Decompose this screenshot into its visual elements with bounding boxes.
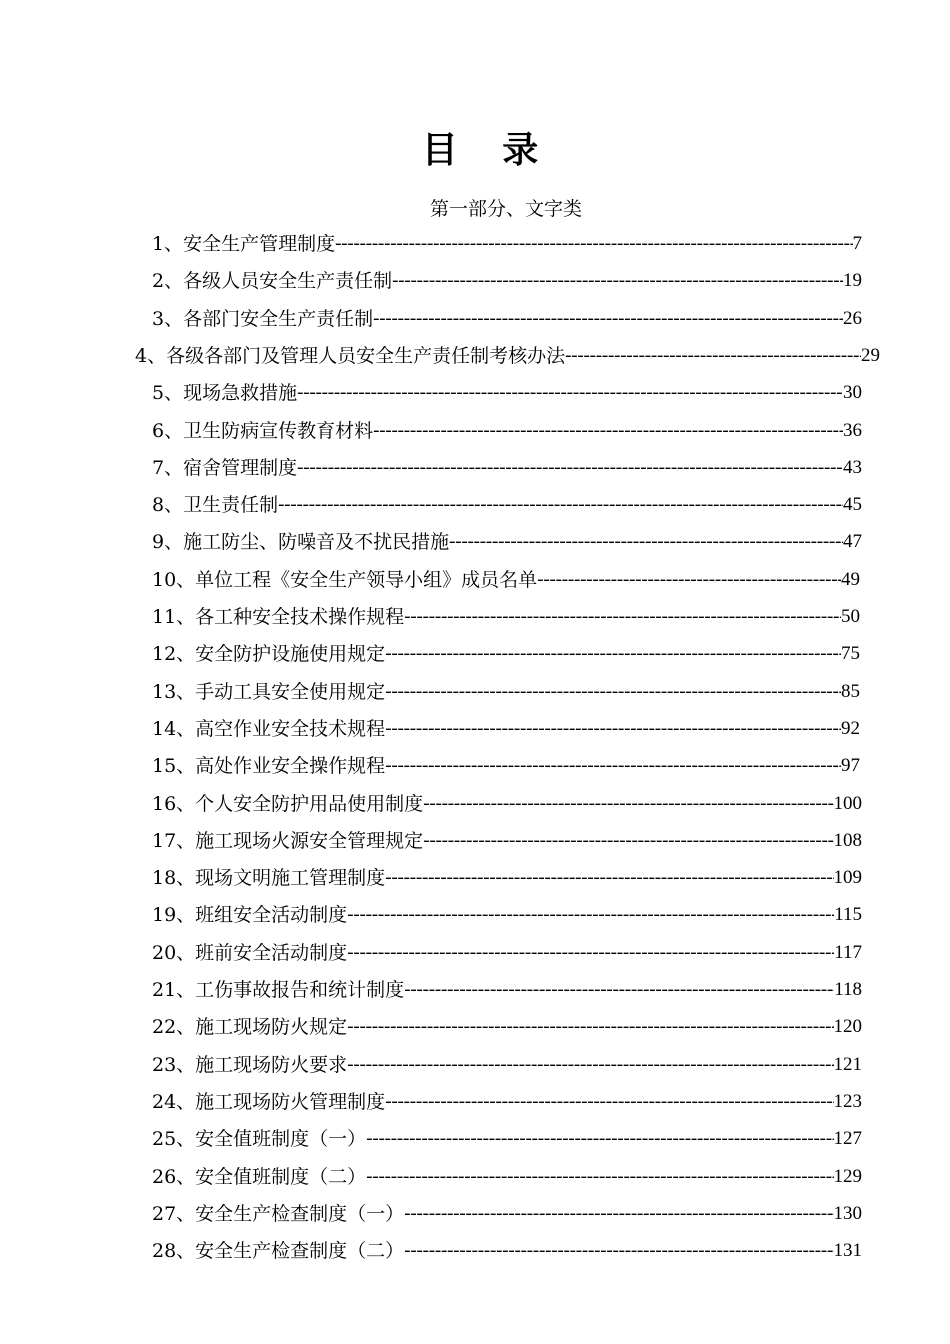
toc-entry-label: 4、各级各部门及管理人员安全生产责任制考核办法 [135, 344, 566, 367]
toc-entry-label: 24、施工现场防火管理制度 [152, 1090, 386, 1113]
toc-entry-page-number: 97 [841, 755, 860, 777]
toc-dot-leader [404, 1237, 833, 1265]
toc-entry-label: 12、安全防护设施使用规定 [152, 643, 386, 666]
toc-entry [152, 1088, 862, 1116]
toc-entry [152, 901, 862, 929]
toc-dot-leader [347, 901, 834, 929]
toc-entry-label: 23、施工现场防火要求 [152, 1053, 348, 1076]
toc-dot-leader [366, 1163, 833, 1191]
toc-entry-label: 16、个人安全防护用品使用制度 [152, 792, 424, 815]
toc-entry [152, 976, 862, 1004]
toc-entry-label: 7、宿舍管理制度 [152, 456, 298, 479]
toc-entry-page-number: 43 [843, 456, 862, 478]
toc-entry-page-number: 117 [834, 941, 862, 963]
toc-entry [152, 491, 862, 519]
toc-entry [152, 678, 860, 706]
toc-entry [152, 790, 862, 818]
toc-dot-leader [392, 267, 843, 295]
toc-entry [152, 379, 862, 407]
toc-dot-leader [423, 827, 833, 855]
toc-dot-leader [385, 864, 833, 892]
toc-entry [152, 454, 862, 482]
toc-entry-page-number: 19 [843, 270, 862, 292]
toc-entry [152, 603, 860, 631]
toc-entry-page-number: 129 [833, 1165, 862, 1187]
toc-entry-page-number: 49 [841, 568, 860, 590]
toc-entry [152, 1163, 862, 1191]
toc-dot-leader [404, 976, 834, 1004]
toc-entry [152, 1125, 862, 1153]
toc-dot-leader [449, 528, 843, 556]
toc-dot-leader [404, 1200, 833, 1228]
toc-entry [152, 305, 862, 333]
toc-entry-page-number: 45 [843, 494, 862, 516]
toc-dot-leader [347, 939, 834, 967]
toc-entry-label: 17、施工现场火源安全管理规定 [152, 829, 424, 852]
toc-entry-page-number: 29 [861, 344, 880, 366]
toc-dot-leader [565, 342, 861, 370]
toc-entry-label: 10、单位工程《安全生产领导小组》成员名单 [152, 568, 538, 591]
toc-dot-leader [347, 1013, 833, 1041]
toc-entry-page-number: 120 [833, 1016, 862, 1038]
toc-entry-label: 15、高处作业安全操作规程 [152, 755, 386, 778]
toc-entry-page-number: 121 [833, 1053, 862, 1075]
toc-entry-label: 6、卫生防病宣传教育材料 [152, 419, 374, 442]
toc-dot-leader [385, 640, 841, 668]
toc-entry-label: 13、手动工具安全使用规定 [152, 680, 386, 703]
toc-entry [152, 1200, 862, 1228]
toc-entry-page-number: 85 [841, 680, 860, 702]
toc-entry-label: 11、各工种安全技术操作规程 [152, 606, 405, 628]
toc-dot-leader [347, 1051, 833, 1079]
toc-entry-label: 21、工伤事故报告和统计制度 [152, 979, 405, 1001]
toc-dot-leader [385, 678, 841, 706]
toc-entry [152, 417, 862, 445]
toc-entry-page-number: 92 [841, 717, 860, 739]
toc-dot-leader [366, 1125, 833, 1153]
toc-entry-label: 22、施工现场防火规定 [152, 1016, 348, 1039]
toc-entry-label: 25、安全值班制度（一） [152, 1128, 367, 1151]
toc-dot-leader [404, 603, 841, 631]
page-title: 目 录 [421, 129, 555, 171]
toc-entry-label: 26、安全值班制度（二） [152, 1165, 367, 1188]
toc-dot-leader [385, 1088, 833, 1116]
toc-dot-leader [297, 379, 843, 407]
toc-entry-page-number: 115 [834, 904, 862, 926]
toc-entry-page-number: 30 [843, 382, 862, 404]
toc-dot-leader [385, 752, 841, 780]
toc-entry-label: 28、安全生产检查制度（二） [152, 1240, 405, 1263]
toc-entry [135, 342, 880, 370]
toc-entry-label: 2、各级人员安全生产责任制 [152, 270, 393, 293]
toc-entry-page-number: 118 [834, 979, 862, 1000]
toc-entry-page-number: 130 [833, 1202, 862, 1224]
toc-entry [152, 566, 860, 594]
toc-entry-page-number: 26 [843, 307, 862, 329]
toc-entry-label: 18、现场文明施工管理制度 [152, 867, 386, 890]
toc-entry-page-number: 123 [833, 1090, 862, 1112]
toc-entry [152, 752, 860, 780]
toc-entry-page-number: 50 [841, 606, 860, 627]
toc-dot-leader [373, 305, 843, 333]
toc-entry [152, 230, 862, 258]
toc-entry [152, 1013, 862, 1041]
toc-entry-page-number: 7 [852, 233, 862, 254]
toc-entry-label: 5、现场急救措施 [152, 382, 298, 405]
toc-dot-leader [385, 715, 841, 743]
toc-entry [152, 640, 860, 668]
toc-entry-label: 19、班组安全活动制度 [152, 904, 348, 927]
toc-entry [152, 267, 862, 295]
toc-dot-leader [335, 230, 852, 258]
toc-dot-leader [373, 417, 843, 445]
toc-entry [152, 827, 862, 855]
toc-entry-page-number: 131 [833, 1240, 862, 1262]
toc-entry-page-number: 100 [833, 792, 862, 814]
toc-entry [152, 864, 862, 892]
toc-entry-page-number: 108 [833, 829, 862, 851]
toc-entry-page-number: 75 [841, 643, 860, 665]
toc-entry-page-number: 109 [833, 867, 862, 889]
section-heading: 第一部分、文字类 [429, 198, 582, 220]
toc-entry-label: 14、高空作业安全技术规程 [152, 717, 386, 740]
toc-entry [152, 1051, 862, 1079]
toc-dot-leader [278, 491, 843, 519]
toc-entry [152, 1237, 862, 1265]
toc-entry [152, 715, 860, 743]
toc-entry-label: 1、安全生产管理制度 [152, 233, 336, 255]
toc-entry [152, 939, 862, 967]
toc-dot-leader [423, 790, 833, 818]
toc-entry-label: 20、班前安全活动制度 [152, 941, 348, 964]
toc-entry-page-number: 47 [843, 531, 862, 553]
toc-entry-label: 9、施工防尘、防噪音及不扰民措施 [152, 531, 450, 554]
toc-entry [152, 528, 862, 556]
toc-entry-label: 8、卫生责任制 [152, 494, 279, 517]
toc-entry-label: 3、各部门安全生产责任制 [152, 307, 374, 330]
toc-entry-page-number: 127 [833, 1128, 862, 1150]
toc-dot-leader [297, 454, 843, 482]
toc-entry-page-number: 36 [843, 419, 862, 441]
toc-dot-leader [537, 566, 841, 594]
toc-entry-label: 27、安全生产检查制度（一） [152, 1202, 405, 1225]
